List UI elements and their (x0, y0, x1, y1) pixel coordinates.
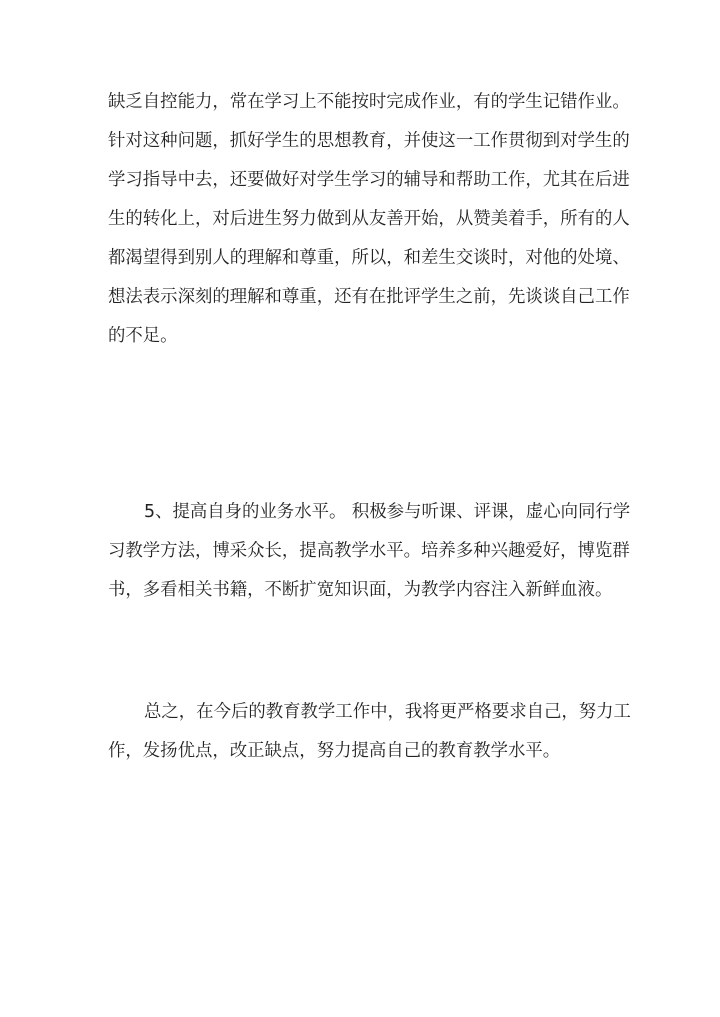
text-line: 习教学方法，博采众长，提高教学水平。培养多种兴趣爱好，博览群 (108, 541, 630, 561)
text-line: 缺乏自控能力，常在学习上不能按时完成作业，有的学生记错作业。 (108, 92, 630, 112)
text-line: 学习指导中去，还要做好对学生学习的辅导和帮助工作，尤其在后进 (108, 170, 630, 190)
text-line: 书，多看相关书籍，不断扩宽知识面，为教学内容注入新鲜血液。 (108, 580, 613, 600)
text-line: 作，发扬优点，改正缺点，努力提高自己的教育教学水平。 (108, 741, 561, 761)
text-line: 的不足。 (108, 326, 178, 346)
text-line: 都渴望得到别人的理解和尊重，所以，和差生交谈时，对他的处境、 (108, 248, 630, 268)
text-line: 总之，在今后的教育教学工作中，我将更严格要求自己，努力工 (144, 702, 631, 722)
text-line: 5、提高自身的业务水平。 积极参与听课、评课，虚心向同行学 (144, 502, 631, 522)
text-line: 想法表示深刻的理解和尊重，还有在批评学生之前，先谈谈自己工作 (108, 287, 630, 307)
text-line: 生的转化上，对后进生努力做到从友善开始，从赞美着手，所有的人 (108, 209, 630, 229)
text-line: 针对这种问题，抓好学生的思想教育，并使这一工作贯彻到对学生的 (108, 131, 630, 151)
